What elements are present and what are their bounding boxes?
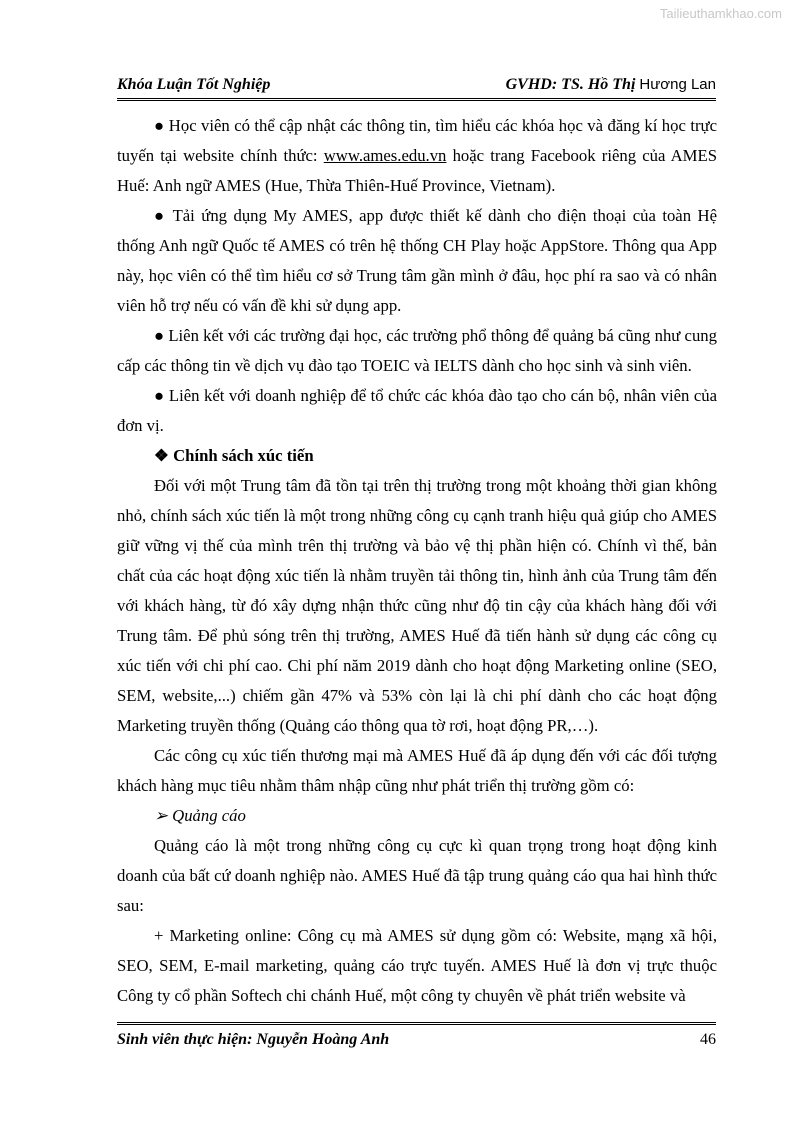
watermark: Tailieuthamkhao.com — [659, 6, 782, 21]
page-content — [117, 111, 717, 1011]
paragraph-enterprises: ● Liên kết với doanh nghiệp để tổ chức các khóa đào tạo cho cán bộ, nhân viên của đơn vị. — [117, 386, 717, 435]
paragraph-website — [117, 111, 717, 201]
section-heading: ❖ Chính sách xúc tiến — [154, 446, 314, 465]
paragraph-app: ● Tải ứng dụng My AMES, app được thiết kế dành cho điện thoại của toàn Hệ thống Anh ngữ Quốc tế AMES có trên hệ thống CH Play hoặc AppStore. Thông qua App này, học viên có thể tìm hiểu cơ sở Trung tâm gần mình ở đâu, học phí ra sao và có nhân viên hỗ trợ nếu có vấn đề khi sử dụng app. — [117, 206, 717, 315]
header-supervisor-bold: GVHD: TS. Hồ Thị — [505, 76, 636, 93]
website-link[interactable]: www.ames.edu.vn — [323, 146, 447, 165]
paragraph-universities: ● Liên kết với các trường đại học, các trường phổ thông để quảng bá cũng như cung cấp các thông tin về dịch vụ đào tạo TOEIC và IELTS dành cho học sinh và sinh viên. — [117, 326, 717, 375]
footer-student: Sinh viên thực hiện: Nguyễn Hoàng Anh — [117, 1031, 390, 1048]
paragraph-promotion-tools: Các công cụ xúc tiến thương mại mà AMES Huế đã áp dụng đến với các đối tượng khách hàng mục tiêu nhằm thâm nhập cũng như phát triển thị trường gồm có: — [117, 746, 717, 795]
paragraph-promotion-policy: Đối với một Trung tâm đã tồn tại trên thị trường trong một khoảng thời gian không nhỏ, chính sách xúc tiến là một trong những công cụ cạnh tranh hiệu quả giúp cho AMES giữ vững vị thế của mình trên thị trường và bảo vệ thị phần hiện có. Chính vì thế, bản chất của các hoạt động xúc tiến là nhằm truyền tải thông tin, hình ảnh của Trung tâm đến với khách hàng, từ đó xây dựng nhận thức cũng như độ tin cậy của khách hàng đối với Trung tâm. Để phủ sóng trên thị trường, AMES Huế đã tiến hành sử dụng các công cụ xúc tiến với chi phí cao. Chi phí năm 2019 dành cho hoạt động Marketing online (SEO, SEM, website,...) chiếm gần 47% và 53% còn lại là chi phí dành cho các hoạt động Marketing truyền thống (Quảng cáo thông qua tờ rơi, hoạt động PR,…). — [117, 476, 717, 735]
subsection-heading: ➢ Quảng cáo — [154, 806, 246, 825]
header-supervisor-name: Hương Lan — [639, 76, 716, 93]
page-footer — [117, 1022, 716, 1052]
paragraph-advertising: Quảng cáo là một trong những công cụ cực kì quan trọng trong hoạt động kinh doanh của bất cứ doanh nghiệp nào. AMES Huế đã tập trung quảng cáo qua hai hình thức sau: — [117, 836, 717, 915]
paragraph-website-text-b: hoặc trang Facebook riêng của AMES Huế: Anh ngữ AMES (Hue, Thừa Thiên-Huế Province, Vietnam). — [117, 146, 717, 195]
header-thesis-title: Khóa Luận Tốt Nghiệp — [117, 76, 271, 93]
page-header — [117, 76, 716, 101]
paragraph-website-text-a: ● Học viên có thể cập nhật các thông tin, tìm hiểu các khóa học và đăng kí học trực tuyến tại website chính thức: — [117, 116, 717, 165]
page-number: 46 — [700, 1031, 716, 1048]
header-supervisor — [506, 76, 716, 94]
paragraph-marketing-online: + Marketing online: Công cụ mà AMES sử dụng gồm có: Website, mạng xã hội, SEO, SEM, E-mail marketing, quảng cáo trực tuyến. AMES Huế là đơn vị trực thuộc Công ty cổ phần Softech chi chánh Huế, một công ty chuyên về phát triển website và — [117, 926, 717, 1005]
